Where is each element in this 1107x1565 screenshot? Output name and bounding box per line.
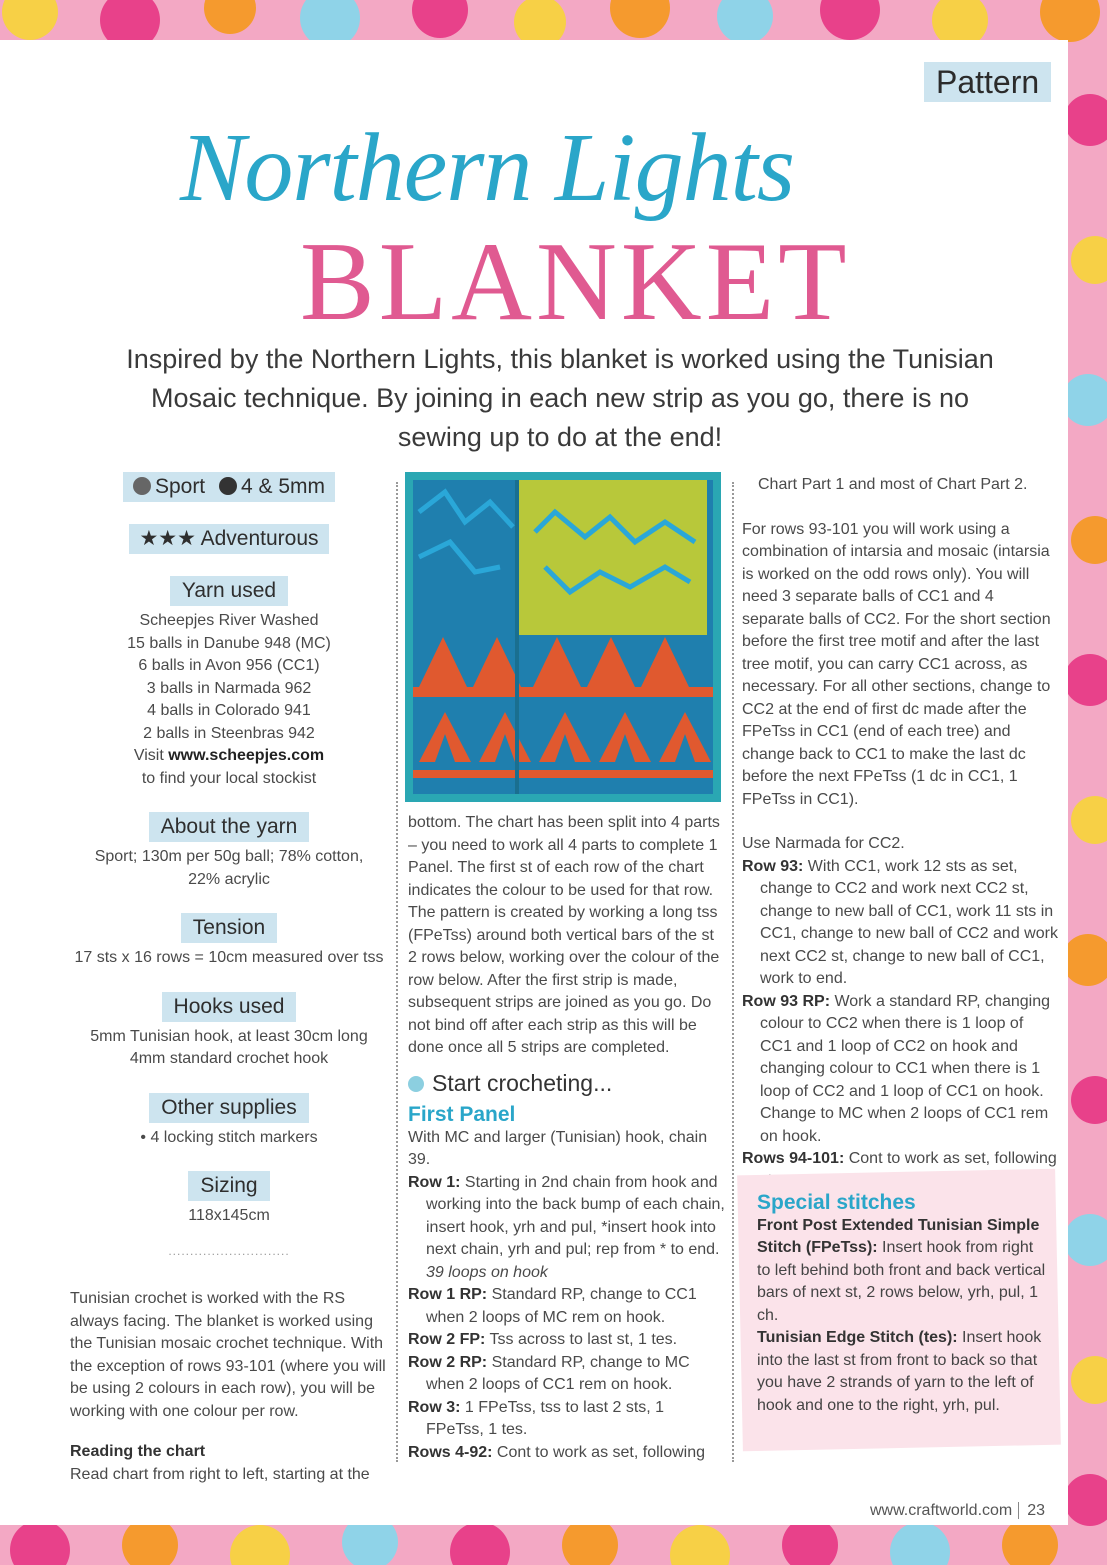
about-yarn-heading: About the yarn [149, 812, 310, 842]
hook-line: 5mm Tunisian hook, at least 30cm long [90, 1027, 368, 1045]
row-instruction: Row 2 FP: Tss across to last st, 1 tes. [408, 1331, 678, 1348]
narmada-line: Use Narmada for CC2. [742, 835, 905, 852]
section-tag: Pattern [924, 62, 1051, 102]
middle-column [408, 812, 726, 1464]
other-supplies-text: • 4 locking stitch markers [140, 1128, 318, 1146]
specs-row [70, 472, 388, 502]
stitch-definition: Tunisian Edge Stitch (tes): Insert hook into the last st from front to back so that you have 2 strands of yarn to the left of hook and one to the right, yrh, pul. [757, 1329, 1042, 1414]
tension-text: 17 sts x 16 rows = 10cm measured over tss [74, 949, 384, 966]
intro-text: Inspired by the Northern Lights, this blanket is worked using the Tunisian Mosaic technique. By joining in each new strip as you go, there is no sewing up to do at the end! [126, 344, 994, 452]
yarn-line: 15 balls in Danube 948 (MC) [127, 634, 331, 652]
hook-line: 4mm standard crochet hook [129, 1050, 329, 1067]
left-column [70, 472, 388, 1486]
tension-heading: Tension [181, 913, 277, 943]
row-instruction: Rows 4-92: Cont to work as set, following [408, 1443, 706, 1461]
row-instruction: Row 3: 1 FPeTss, tss to last 2 sts, 1 FPeTss, 1 tes. [408, 1398, 665, 1438]
page-footer [870, 1502, 1045, 1520]
about-yarn-text: Sport; 130m per 50g ball; 78% cotton, 22% acrylic [94, 848, 364, 888]
visit-line: Visit www.scheepjes.com [133, 747, 325, 764]
other-supplies-heading: Other supplies [149, 1093, 308, 1123]
special-stitches-heading: Special stitches [757, 1191, 916, 1214]
scheepjes-link[interactable]: www.scheepjes.com [168, 747, 325, 764]
special-stitches [757, 1192, 1049, 1417]
yarn-line: 4 balls in Colorado 941 [147, 702, 311, 719]
page-number: 23 [1018, 1502, 1045, 1519]
row-instruction: Row 1 RP: Standard RP, change to CC1 when 2 loops of MC rem on hook. [408, 1286, 697, 1326]
sizing-heading: Sizing [188, 1171, 269, 1201]
yarn-used-heading: Yarn used [170, 576, 288, 606]
yarn-line: Scheepjes River Washed [139, 612, 319, 629]
first-panel-heading: First Panel [408, 1103, 516, 1126]
page-title-big: BLANKET [300, 220, 851, 344]
page-title: Northern Lights [180, 114, 794, 222]
chain-line: With MC and larger (Tunisian) hook, chain 39. [408, 1128, 708, 1168]
yarn-line: 6 balls in Avon 956 (CC1) [138, 657, 320, 674]
row-instruction: Rows 94-101: Cont to work as set, following [742, 1150, 1057, 1167]
difficulty-badge: ★★★ Adventurous [129, 524, 328, 554]
chart-parts-line: Chart Part 1 and most of Chart Part 2. [758, 476, 1028, 493]
start-crocheting-heading: Start crocheting... [408, 1072, 726, 1095]
stitch-definition: Front Post Extended Tunisian Simple Stitch (FPeTss): Insert hook from right to left behind both front and back vertical bars of next st, 2 rows below, yrh, pul, 1 ch. [757, 1216, 1046, 1324]
right-column [742, 474, 1058, 1193]
yarn-line: 3 balls in Narmada 962 [146, 679, 312, 697]
column-divider [732, 482, 734, 1462]
chart-description: bottom. The chart has been split into 4 parts – you need to work all 4 parts to complete 1 Panel. The first st of each row of the chart indicates the colour to be used for that row. The pattern is created by working a long tss (FPeTss) around both vertical bars of the st 2 rows below, working over the colour of the row below. After the first strip is made, subsequent strips are joined as you go. Do not bind off after each strip as this will be done once all 5 strips are completed. [408, 814, 720, 1056]
intarsia-paragraph: For rows 93-101 you will work using a combination of intarsia and mosaic (intarsia is worked on the odd rows only). You will need 3 separate balls of CC1 and 4 separate balls of CC2. For the short section before the first tree motif and after the last tree motif, you can carry CC1 across, as necessary. For all other sections, change to CC2 at the end of first dc made after the FPeTss in CC1 (end of each tree) and change back to CC1 to make the last dc before the next FPeTss (1 dc in CC1, 1 FPeTss in CC1). [742, 520, 1051, 808]
stockist-line: to find your local stockist [141, 769, 317, 787]
column-divider [396, 482, 398, 1462]
bullet-icon [408, 1076, 424, 1092]
row-instruction: Row 1: Starting in 2nd chain from hook and working into the back bump of each chain, insert hook, yrh and pul, *insert hook into next chain, yrh and pul; rep from * to end. 39 loops on hook [408, 1173, 725, 1281]
hooks-heading: Hooks used [162, 992, 297, 1022]
reading-chart-heading: Reading the chart [70, 1443, 206, 1460]
row-instruction: Row 93: With CC1, work 12 sts as set, change to CC2 and work next CC2 st, change to new ball of CC1, work 11 sts in CC1, change to new ball of CC2 and work next CC2 st, change to new ball of CC1, work to end. [742, 857, 1058, 987]
hook-icon [219, 477, 237, 495]
row-instruction: Row 2 RP: Standard RP, change to MC when 2 loops of CC1 rem on hook. [408, 1353, 690, 1393]
separator: ............................ [168, 1243, 290, 1258]
yarn-ball-icon [133, 477, 151, 495]
row-instruction: Row 93 RP: Work a standard RP, changing colour to CC2 when there is 1 loop of CC1 and 1 loop of CC2 on hook and changing colour to CC1 when there is 1 loop of CC2 and 1 loop of CC1 on hook. Change to MC when 2 loops of CC1 rem on hook. [742, 992, 1050, 1145]
yarn-line: 2 balls in Steenbras 942 [143, 724, 315, 742]
reading-chart-text: Read chart from right to left, starting at the [70, 1465, 370, 1483]
website-link[interactable]: www.craftworld.com [870, 1502, 1013, 1519]
blanket-photo [405, 472, 721, 802]
sizing-text: 118x145cm [188, 1207, 270, 1224]
yarn-weight-badge: Sport 4 & 5mm [123, 472, 335, 502]
intro-body: Tunisian crochet is worked with the RS always facing. The blanket is worked using the Tunisian mosaic crochet technique. With the exception of rows 93-101 (where you will be using 2 colours in each row), you will be working with one colour per row. [70, 1290, 386, 1420]
